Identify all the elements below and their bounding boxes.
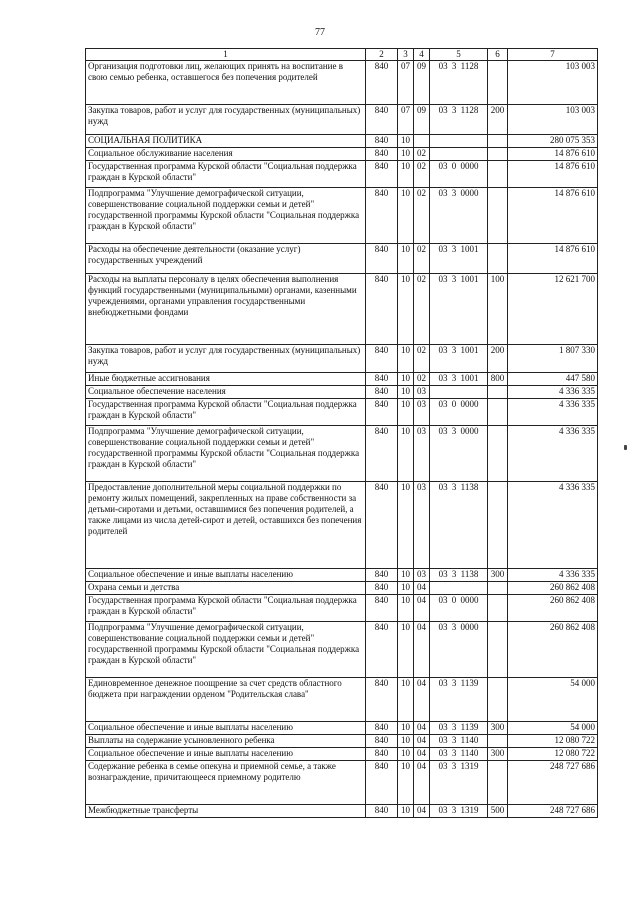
row-name-cell: Содержание ребенка в семье опекуна и приемной семье, а также вознаграждение, причитающееся приемному родителю xyxy=(86,761,366,805)
column-header: 4 xyxy=(414,49,430,61)
row-subsection-cell: 03 xyxy=(414,569,430,582)
row-grbs-cell: 840 xyxy=(366,761,398,805)
row-section-cell: 10 xyxy=(398,373,414,386)
column-header: 5 xyxy=(430,49,488,61)
row-subsection-cell: 02 xyxy=(414,373,430,386)
row-section-cell: 10 xyxy=(398,722,414,735)
column-header: 1 xyxy=(86,49,366,61)
table-row xyxy=(86,482,598,569)
row-grbs-cell: 840 xyxy=(366,135,398,148)
row-grbs-cell: 840 xyxy=(366,582,398,595)
row-subsection-cell: 04 xyxy=(414,582,430,595)
row-target-article-cell: 03 3 1319 xyxy=(430,761,488,805)
row-target-article-cell: 03 3 1139 xyxy=(430,678,488,722)
row-expense-type-cell xyxy=(488,135,508,148)
row-grbs-cell: 840 xyxy=(366,722,398,735)
row-section-cell: 10 xyxy=(398,161,414,188)
row-section-cell: 10 xyxy=(398,622,414,678)
row-subsection-cell: 04 xyxy=(414,622,430,678)
row-name-cell: Расходы на выплаты персоналу в целях обеспечения выполнения функций государственными (муниципальными) органами, казенными учреждениями, органами управления государственными внебюджетными фондами xyxy=(86,274,366,345)
row-amount-cell: 14 876 610 xyxy=(508,188,598,244)
row-expense-type-cell xyxy=(488,61,508,105)
row-subsection-cell: 02 xyxy=(414,161,430,188)
row-name-cell: СОЦИАЛЬНАЯ ПОЛИТИКА xyxy=(86,135,366,148)
margin-mark xyxy=(624,445,627,450)
row-expense-type-cell: 300 xyxy=(488,748,508,761)
row-section-cell: 10 xyxy=(398,244,414,274)
table-row xyxy=(86,761,598,805)
row-section-cell: 10 xyxy=(398,148,414,161)
row-subsection-cell: 03 xyxy=(414,399,430,426)
row-name-cell: Социальное обеспечение и иные выплаты населению xyxy=(86,748,366,761)
row-amount-cell: 54 000 xyxy=(508,678,598,722)
row-section-cell: 10 xyxy=(398,386,414,399)
row-name-cell: Единовременное денежное поощрение за счет средств областного бюджета при награждении орденом "Родительская слава" xyxy=(86,678,366,722)
row-subsection-cell: 09 xyxy=(414,105,430,135)
row-expense-type-cell: 200 xyxy=(488,105,508,135)
row-grbs-cell: 840 xyxy=(366,748,398,761)
row-amount-cell: 447 580 xyxy=(508,373,598,386)
row-amount-cell: 14 876 610 xyxy=(508,161,598,188)
row-section-cell: 10 xyxy=(398,274,414,345)
row-section-cell: 10 xyxy=(398,735,414,748)
row-amount-cell: 248 727 686 xyxy=(508,761,598,805)
row-grbs-cell: 840 xyxy=(366,399,398,426)
row-target-article-cell: 03 3 0000 xyxy=(430,188,488,244)
row-amount-cell: 248 727 686 xyxy=(508,805,598,818)
column-header: 2 xyxy=(366,49,398,61)
row-expense-type-cell xyxy=(488,148,508,161)
row-grbs-cell: 840 xyxy=(366,244,398,274)
row-expense-type-cell: 100 xyxy=(488,274,508,345)
row-subsection-cell: 04 xyxy=(414,735,430,748)
row-grbs-cell: 840 xyxy=(366,595,398,622)
row-name-cell: Межбюджетные трансферты xyxy=(86,805,366,818)
row-name-cell: Выплаты на содержание усыновленного ребенка xyxy=(86,735,366,748)
column-header: 3 xyxy=(398,49,414,61)
table-row xyxy=(86,735,598,748)
row-target-article-cell: 03 0 0000 xyxy=(430,595,488,622)
row-target-article-cell: 03 3 1001 xyxy=(430,274,488,345)
row-name-cell: Государственная программа Курской области "Социальная поддержка граждан в Курской области" xyxy=(86,161,366,188)
row-grbs-cell: 840 xyxy=(366,373,398,386)
row-target-article-cell: 03 0 0000 xyxy=(430,399,488,426)
row-target-article-cell: 03 3 1140 xyxy=(430,735,488,748)
row-subsection-cell: 09 xyxy=(414,61,430,105)
row-subsection-cell: 02 xyxy=(414,274,430,345)
row-amount-cell: 260 862 408 xyxy=(508,622,598,678)
row-amount-cell: 4 336 335 xyxy=(508,426,598,482)
table-row xyxy=(86,722,598,735)
row-expense-type-cell xyxy=(488,735,508,748)
row-name-cell: Государственная программа Курской области "Социальная поддержка граждан в Курской области" xyxy=(86,399,366,426)
table-row xyxy=(86,399,598,426)
row-section-cell: 10 xyxy=(398,582,414,595)
row-target-article-cell: 03 3 1138 xyxy=(430,569,488,582)
row-target-article-cell: 03 3 1001 xyxy=(430,244,488,274)
row-target-article-cell: 03 3 1140 xyxy=(430,748,488,761)
table-row xyxy=(86,188,598,244)
row-amount-cell: 260 862 408 xyxy=(508,582,598,595)
row-grbs-cell: 840 xyxy=(366,678,398,722)
row-grbs-cell: 840 xyxy=(366,105,398,135)
row-subsection-cell: 04 xyxy=(414,761,430,805)
row-subsection-cell: 02 xyxy=(414,244,430,274)
row-target-article-cell: 03 3 1001 xyxy=(430,345,488,373)
row-name-cell: Социальное обеспечение и иные выплаты населению xyxy=(86,722,366,735)
table-row xyxy=(86,61,598,105)
column-header: 7 xyxy=(508,49,598,61)
row-section-cell: 10 xyxy=(398,135,414,148)
row-expense-type-cell xyxy=(488,161,508,188)
budget-table xyxy=(85,48,598,818)
row-target-article-cell xyxy=(430,135,488,148)
row-amount-cell: 260 862 408 xyxy=(508,595,598,622)
row-grbs-cell: 840 xyxy=(366,61,398,105)
row-expense-type-cell: 800 xyxy=(488,373,508,386)
row-expense-type-cell xyxy=(488,188,508,244)
row-expense-type-cell: 300 xyxy=(488,569,508,582)
table-row xyxy=(86,244,598,274)
row-amount-cell: 54 000 xyxy=(508,722,598,735)
column-header: 6 xyxy=(488,49,508,61)
row-name-cell: Подпрограмма "Улучшение демографической ситуации, совершенствование социальной поддержки семьи и детей" государственной программы Курской области "Социальная поддержка граждан в Курской области" xyxy=(86,188,366,244)
row-name-cell: Государственная программа Курской области "Социальная поддержка граждан в Курской области" xyxy=(86,595,366,622)
row-grbs-cell: 840 xyxy=(366,161,398,188)
row-subsection-cell: 03 xyxy=(414,482,430,569)
row-amount-cell: 14 876 610 xyxy=(508,148,598,161)
row-grbs-cell: 840 xyxy=(366,345,398,373)
row-amount-cell: 12 080 722 xyxy=(508,735,598,748)
row-amount-cell: 12 621 700 xyxy=(508,274,598,345)
row-name-cell: Предоставление дополнительной меры социальной поддержки по ремонту жилых помещений, закрепленных на праве собственности за детьми-сиротами и детьми, оставшимися без попечения родителей, а также лицами из числа детей-сирот и детей, оставшихся без попечения родителей xyxy=(86,482,366,569)
row-expense-type-cell xyxy=(488,386,508,399)
row-section-cell: 10 xyxy=(398,345,414,373)
table-row xyxy=(86,426,598,482)
row-expense-type-cell: 500 xyxy=(488,805,508,818)
row-grbs-cell: 840 xyxy=(366,805,398,818)
row-name-cell: Охрана семьи и детства xyxy=(86,582,366,595)
table-row xyxy=(86,148,598,161)
row-expense-type-cell: 300 xyxy=(488,722,508,735)
row-amount-cell: 103 003 xyxy=(508,61,598,105)
row-grbs-cell: 840 xyxy=(366,148,398,161)
row-section-cell: 07 xyxy=(398,61,414,105)
row-amount-cell: 12 080 722 xyxy=(508,748,598,761)
row-name-cell: Социальное обеспечение и иные выплаты населению xyxy=(86,569,366,582)
row-subsection-cell: 02 xyxy=(414,188,430,244)
row-target-article-cell xyxy=(430,148,488,161)
row-subsection-cell: 04 xyxy=(414,595,430,622)
row-expense-type-cell xyxy=(488,595,508,622)
row-amount-cell: 1 807 330 xyxy=(508,345,598,373)
table-row xyxy=(86,622,598,678)
row-target-article-cell: 03 3 1139 xyxy=(430,722,488,735)
row-section-cell: 10 xyxy=(398,595,414,622)
table-row xyxy=(86,569,598,582)
table-row xyxy=(86,595,598,622)
row-subsection-cell: 04 xyxy=(414,805,430,818)
row-grbs-cell: 840 xyxy=(366,622,398,678)
row-section-cell: 10 xyxy=(398,569,414,582)
row-section-cell: 10 xyxy=(398,426,414,482)
row-amount-cell: 103 003 xyxy=(508,105,598,135)
table-row xyxy=(86,678,598,722)
row-expense-type-cell xyxy=(488,678,508,722)
row-section-cell: 07 xyxy=(398,105,414,135)
row-amount-cell: 14 876 610 xyxy=(508,244,598,274)
row-name-cell: Иные бюджетные ассигнования xyxy=(86,373,366,386)
row-target-article-cell: 03 0 0000 xyxy=(430,161,488,188)
row-subsection-cell: 04 xyxy=(414,678,430,722)
row-expense-type-cell xyxy=(488,244,508,274)
row-section-cell: 10 xyxy=(398,678,414,722)
table-body xyxy=(86,61,598,818)
row-section-cell: 10 xyxy=(398,748,414,761)
row-subsection-cell: 04 xyxy=(414,748,430,761)
row-target-article-cell xyxy=(430,386,488,399)
row-name-cell: Подпрограмма "Улучшение демографической ситуации, совершенствование социальной поддержки семьи и детей" государственной программы Курской области "Социальная поддержка граждан в Курской области" xyxy=(86,426,366,482)
row-expense-type-cell xyxy=(488,482,508,569)
row-expense-type-cell xyxy=(488,761,508,805)
row-expense-type-cell xyxy=(488,399,508,426)
row-amount-cell: 4 336 335 xyxy=(508,569,598,582)
row-subsection-cell: 02 xyxy=(414,345,430,373)
row-target-article-cell: 03 3 1128 xyxy=(430,105,488,135)
row-name-cell: Социальное обеспечение населения xyxy=(86,386,366,399)
row-subsection-cell xyxy=(414,135,430,148)
table-row xyxy=(86,582,598,595)
row-section-cell: 10 xyxy=(398,188,414,244)
table-row xyxy=(86,748,598,761)
row-name-cell: Закупка товаров, работ и услуг для государственных (муниципальных) нужд xyxy=(86,105,366,135)
row-amount-cell: 4 336 335 xyxy=(508,399,598,426)
row-grbs-cell: 840 xyxy=(366,426,398,482)
row-grbs-cell: 840 xyxy=(366,735,398,748)
row-expense-type-cell xyxy=(488,622,508,678)
row-name-cell: Организация подготовки лиц, желающих принять на воспитание в свою семью ребенка, оставшегося без попечения родителей xyxy=(86,61,366,105)
row-name-cell: Подпрограмма "Улучшение демографической ситуации, совершенствование социальной поддержки семьи и детей" государственной программы Курской области "Социальная поддержка граждан в Курской области" xyxy=(86,622,366,678)
table-row xyxy=(86,386,598,399)
page-number: 77 xyxy=(315,27,325,38)
table-row xyxy=(86,345,598,373)
row-subsection-cell: 04 xyxy=(414,722,430,735)
table-row xyxy=(86,135,598,148)
row-section-cell: 10 xyxy=(398,399,414,426)
row-subsection-cell: 03 xyxy=(414,426,430,482)
row-subsection-cell: 03 xyxy=(414,386,430,399)
row-grbs-cell: 840 xyxy=(366,386,398,399)
row-grbs-cell: 840 xyxy=(366,188,398,244)
row-expense-type-cell: 200 xyxy=(488,345,508,373)
row-target-article-cell xyxy=(430,582,488,595)
table-row xyxy=(86,274,598,345)
row-grbs-cell: 840 xyxy=(366,482,398,569)
row-target-article-cell: 03 3 1138 xyxy=(430,482,488,569)
table-row xyxy=(86,161,598,188)
table-row xyxy=(86,105,598,135)
row-name-cell: Расходы на обеспечение деятельности (оказание услуг) государственных учреждений xyxy=(86,244,366,274)
row-target-article-cell: 03 3 1319 xyxy=(430,805,488,818)
row-expense-type-cell xyxy=(488,582,508,595)
row-grbs-cell: 840 xyxy=(366,274,398,345)
row-target-article-cell: 03 3 0000 xyxy=(430,622,488,678)
table-row xyxy=(86,805,598,818)
row-section-cell: 10 xyxy=(398,761,414,805)
table-row xyxy=(86,373,598,386)
row-amount-cell: 280 075 353 xyxy=(508,135,598,148)
row-target-article-cell: 03 3 0000 xyxy=(430,426,488,482)
row-target-article-cell: 03 3 1128 xyxy=(430,61,488,105)
row-amount-cell: 4 336 335 xyxy=(508,386,598,399)
row-amount-cell: 4 336 335 xyxy=(508,482,598,569)
row-section-cell: 10 xyxy=(398,805,414,818)
row-section-cell: 10 xyxy=(398,482,414,569)
row-expense-type-cell xyxy=(488,426,508,482)
row-subsection-cell: 02 xyxy=(414,148,430,161)
header-row xyxy=(86,49,598,61)
row-target-article-cell: 03 3 1001 xyxy=(430,373,488,386)
row-grbs-cell: 840 xyxy=(366,569,398,582)
row-name-cell: Социальное обслуживание населения xyxy=(86,148,366,161)
row-name-cell: Закупка товаров, работ и услуг для государственных (муниципальных) нужд xyxy=(86,345,366,373)
